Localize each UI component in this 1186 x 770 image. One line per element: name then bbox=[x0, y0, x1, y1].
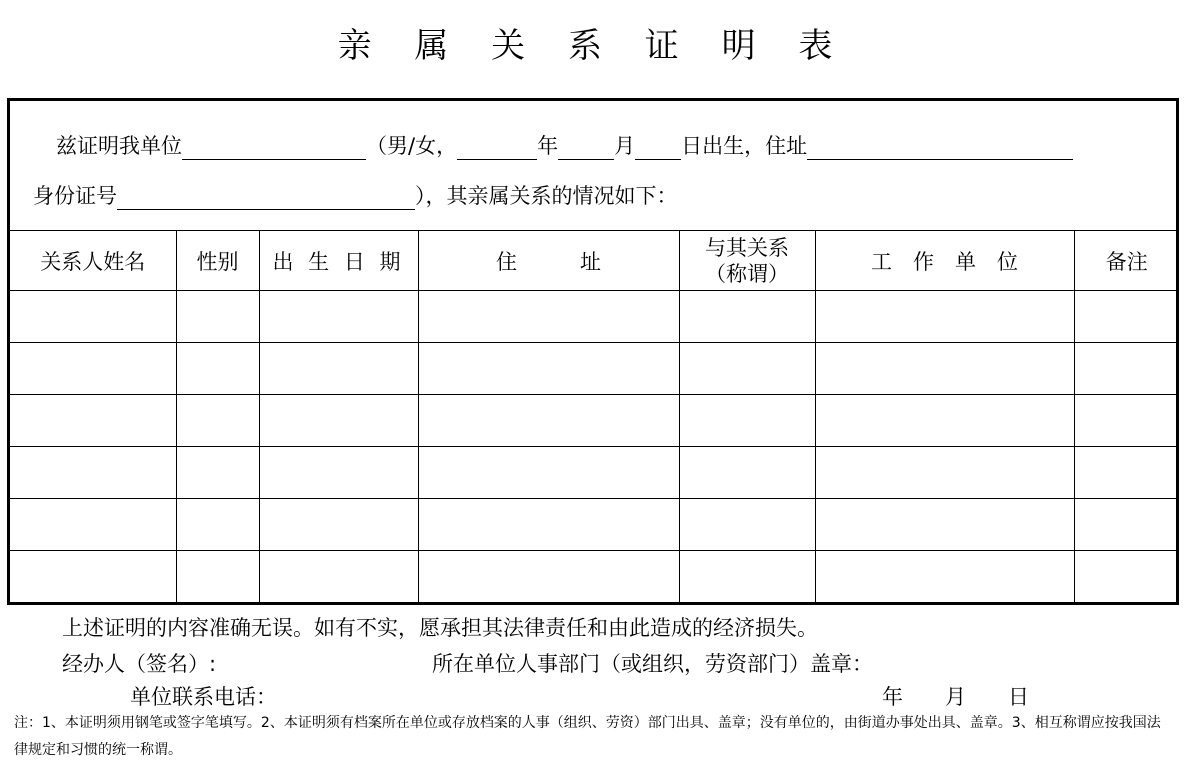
header-workplace: 工 作 单 位 bbox=[815, 231, 1074, 291]
cell-gender[interactable] bbox=[176, 447, 259, 499]
intro-day-label: 日出生，住址 bbox=[681, 134, 808, 158]
intro-line-1 bbox=[56, 130, 1073, 160]
intro-gender: （男/女， bbox=[366, 134, 458, 158]
header-gender: 性别 bbox=[176, 231, 259, 291]
cell-birthdate[interactable] bbox=[259, 343, 418, 395]
cell-name[interactable] bbox=[10, 447, 176, 499]
cell-relation[interactable] bbox=[679, 291, 815, 343]
cell-remarks[interactable] bbox=[1074, 395, 1179, 447]
header-remarks: 备注 bbox=[1074, 231, 1179, 291]
cell-name[interactable] bbox=[10, 343, 176, 395]
cell-name[interactable] bbox=[10, 499, 176, 551]
id-number-field[interactable] bbox=[117, 187, 415, 210]
footnote: 注：1、本证明须用钢笔或签字笔填写。2、本证明须有档案所在单位或存放档案的人事（组织、劳资）部门出具、盖章；没有单位的，由街道办事处出具、盖章。3、相互称谓应按我国法律规定和习惯的统一称谓。 bbox=[14, 715, 1161, 758]
cell-name[interactable] bbox=[10, 291, 176, 343]
cell-workplace[interactable] bbox=[815, 447, 1074, 499]
cell-birthdate[interactable] bbox=[259, 551, 418, 603]
address-field[interactable] bbox=[807, 137, 1073, 160]
table-row bbox=[10, 447, 1179, 499]
unit-name-field[interactable] bbox=[182, 137, 366, 160]
birth-month-field[interactable] bbox=[558, 137, 614, 160]
cell-name[interactable] bbox=[10, 395, 176, 447]
stamp-label: 所在单位人事部门（或组织，劳资部门）盖章： bbox=[432, 652, 873, 676]
birth-day-field[interactable] bbox=[635, 137, 681, 160]
intro-prefix: 兹证明我单位 bbox=[56, 134, 182, 158]
phone-label: 单位联系电话： bbox=[130, 685, 277, 709]
cell-relation[interactable] bbox=[679, 343, 815, 395]
cell-birthdate[interactable] bbox=[259, 291, 418, 343]
header-address: 住 址 bbox=[418, 231, 679, 291]
cell-gender[interactable] bbox=[176, 551, 259, 603]
cell-address[interactable] bbox=[418, 343, 679, 395]
header-relation bbox=[679, 231, 815, 291]
table-row bbox=[10, 499, 1179, 551]
cell-gender[interactable] bbox=[176, 291, 259, 343]
cell-gender[interactable] bbox=[176, 395, 259, 447]
cell-remarks[interactable] bbox=[1074, 499, 1179, 551]
id-suffix: ），其亲属关系的情况如下： bbox=[415, 184, 678, 208]
cell-workplace[interactable] bbox=[815, 395, 1074, 447]
table-row bbox=[10, 395, 1179, 447]
cell-relation[interactable] bbox=[679, 447, 815, 499]
relation-table bbox=[10, 230, 1179, 602]
header-relation-line1: 与其关系 bbox=[705, 235, 789, 260]
cell-address[interactable] bbox=[418, 291, 679, 343]
birth-year-field[interactable] bbox=[457, 137, 537, 160]
cell-remarks[interactable] bbox=[1074, 343, 1179, 395]
cell-name[interactable] bbox=[10, 551, 176, 603]
handler-label: 经办人（签名）: bbox=[62, 652, 217, 676]
cell-address[interactable] bbox=[418, 447, 679, 499]
cell-gender[interactable] bbox=[176, 343, 259, 395]
cell-relation[interactable] bbox=[679, 499, 815, 551]
cell-remarks[interactable] bbox=[1074, 551, 1179, 603]
cell-birthdate[interactable] bbox=[259, 447, 418, 499]
cell-address[interactable] bbox=[418, 499, 679, 551]
cell-workplace[interactable] bbox=[815, 291, 1074, 343]
id-label: 身份证号 bbox=[33, 184, 117, 208]
cell-relation[interactable] bbox=[679, 395, 815, 447]
cell-remarks[interactable] bbox=[1074, 291, 1179, 343]
cell-remarks[interactable] bbox=[1074, 447, 1179, 499]
table-header-row bbox=[10, 231, 1179, 291]
table-row bbox=[10, 551, 1179, 603]
cell-gender[interactable] bbox=[176, 499, 259, 551]
header-birthdate: 出 生 日 期 bbox=[259, 231, 418, 291]
cell-relation[interactable] bbox=[679, 551, 815, 603]
cell-birthdate[interactable] bbox=[259, 499, 418, 551]
cell-birthdate[interactable] bbox=[259, 395, 418, 447]
table-row bbox=[10, 343, 1179, 395]
form-title: 亲 属 关 系 证 明 表 bbox=[337, 26, 849, 66]
cell-address[interactable] bbox=[418, 395, 679, 447]
intro-line-2 bbox=[33, 180, 678, 210]
cell-workplace[interactable] bbox=[815, 343, 1074, 395]
intro-month-label: 月 bbox=[614, 134, 636, 158]
cell-address[interactable] bbox=[418, 551, 679, 603]
cell-workplace[interactable] bbox=[815, 551, 1074, 603]
header-relation-line2: （称谓） bbox=[705, 261, 789, 286]
cell-workplace[interactable] bbox=[815, 499, 1074, 551]
statement-text: 上述证明的内容准确无误。如有不实，愿承担其法律责任和由此造成的经济损失。 bbox=[62, 616, 818, 640]
table-row bbox=[10, 291, 1179, 343]
intro-year-label: 年 bbox=[537, 134, 559, 158]
header-name: 关系人姓名 bbox=[10, 231, 176, 291]
date-label: 年 月 日 bbox=[882, 685, 1029, 709]
